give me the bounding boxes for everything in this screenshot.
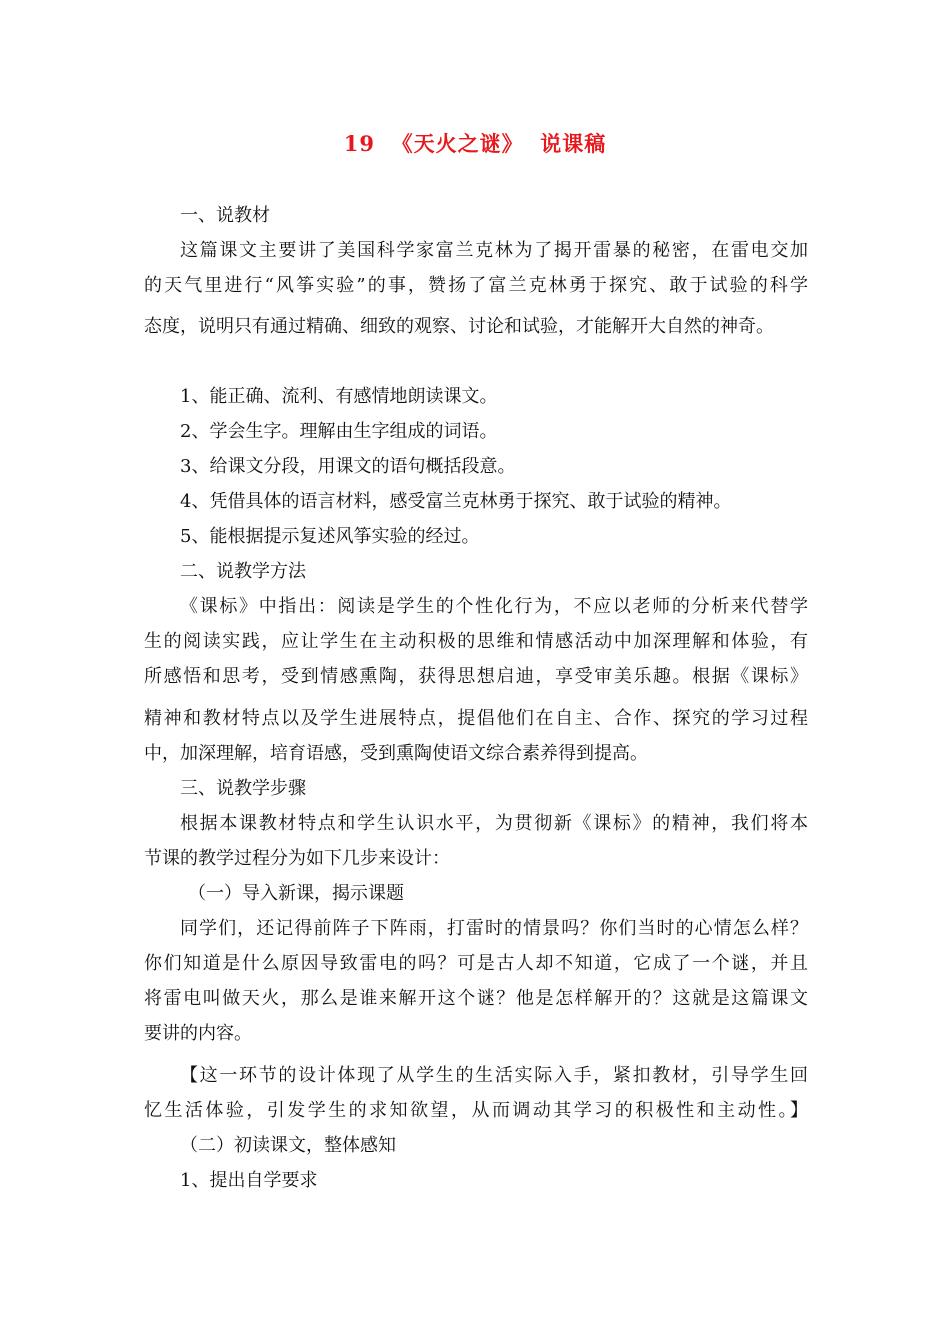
- section-heading-teaching-steps: 三、说教学步骤: [180, 778, 306, 799]
- subsection-heading: （二）初读课文，整体感知: [180, 1135, 396, 1156]
- document-title: 19 《天火之谜》 说课稿: [343, 131, 607, 156]
- paragraph-line: 中，加深理解，培育语感，受到熏陶使语文综合素养得到提高。: [144, 743, 648, 764]
- list-item: 1、提出自学要求: [180, 1170, 318, 1191]
- paragraph-line: 节课的教学过程分为如下几步来设计：: [144, 848, 450, 869]
- paragraph-line: 态度，说明只有通过精确、细致的观察、讨论和试验，才能解开大自然的神奇。: [144, 316, 774, 337]
- section-heading-teaching-method: 二、说教学方法: [180, 561, 306, 582]
- objective-item: 1、能正确、流利、有感情地朗读课文。: [180, 386, 498, 407]
- subsection-heading: （一）导入新课，揭示课题: [188, 883, 404, 904]
- paragraph-line: 生的阅读实践，应让学生在主动积极的思维和情感活动中加深理解和体验，有: [144, 631, 808, 652]
- paragraph-line: 《课标》中指出：阅读是学生的个性化行为，不应以老师的分析来代替学: [180, 596, 808, 617]
- paragraph-line: 的天气里进行“风筝实验”的事，赞扬了富兰克林勇于探究、敢于试验的科学: [144, 275, 808, 296]
- objective-item: 3、给课文分段，用课文的语句概括段意。: [180, 456, 516, 477]
- paragraph-line: 精神和教材特点以及学生进展特点，提倡他们在自主、合作、探究的学习过程: [144, 708, 808, 729]
- design-note-line: 【这一环节的设计体现了从学生的生活实际入手，紧扣教材，引导学生回: [180, 1065, 808, 1086]
- paragraph-line: 你们知道是什么原因导致雷电的吗？可是古人却不知道，它成了一个谜，并且: [144, 953, 808, 974]
- design-note-line: 忆生活体验，引发学生的求知欲望，从而调动其学习的积极性和主动性。】: [144, 1100, 808, 1121]
- section-heading-teaching-material: 一、说教材: [180, 205, 270, 226]
- paragraph-line: 要讲的内容。: [144, 1023, 252, 1044]
- objective-item: 2、学会生字。理解由生字组成的词语。: [180, 421, 498, 442]
- paragraph-line: 这篇课文主要讲了美国科学家富兰克林为了揭开雷暴的秘密，在雷电交加: [180, 240, 808, 261]
- paragraph-line: 将雷电叫做天火，那么是谁来解开这个谜？他是怎样解开的？这就是这篇课文: [144, 988, 808, 1009]
- paragraph-line: 同学们，还记得前阵子下阵雨，打雷时的情景吗？你们当时的心情怎么样？: [180, 918, 808, 939]
- objective-item: 5、能根据提示复述风筝实验的经过。: [180, 526, 480, 547]
- objective-item: 4、凭借具体的语言材料，感受富兰克林勇于探究、敢于试验的精神。: [180, 491, 732, 512]
- paragraph-line: 根据本课教材特点和学生认识水平，为贯彻新《课标》的精神，我们将本: [180, 813, 808, 834]
- paragraph-line: 所感悟和思考，受到情感熏陶，获得思想启迪，享受审美乐趣。根据《课标》: [144, 666, 808, 687]
